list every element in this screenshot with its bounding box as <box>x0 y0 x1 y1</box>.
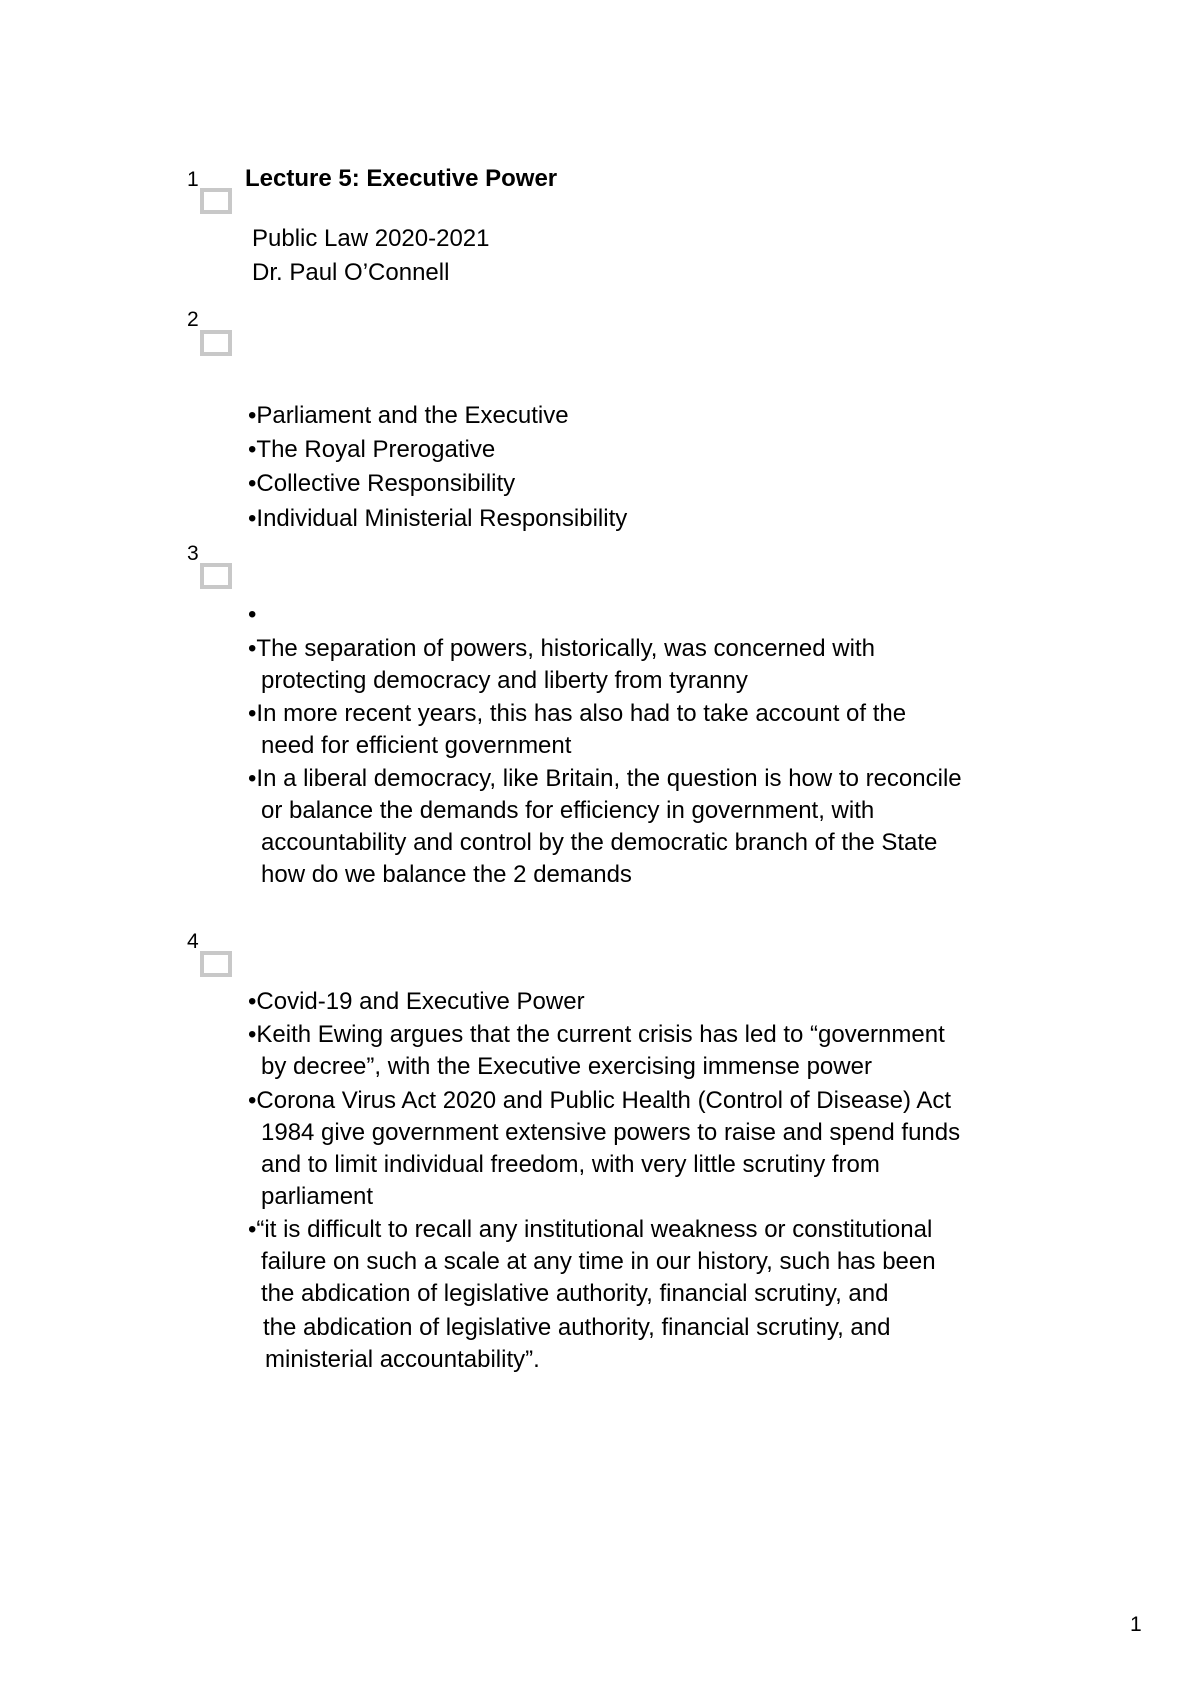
bullet-continuation: 1984 give government extensive powers to raise and spend funds <box>261 1119 961 1146</box>
slide-number: 2 <box>187 308 199 331</box>
bullet-line: •The separation of powers, historically, was concerned with <box>248 635 875 662</box>
bullet-line: •Covid-19 and Executive Power <box>248 988 585 1015</box>
bullet-continuation: failure on such a scale at any time in our history, such has been <box>261 1248 936 1275</box>
subtitle-line: Public Law 2020-2021 <box>252 225 490 252</box>
bullet-continuation: the abdication of legislative authority, financial scrutiny, and <box>261 1280 889 1307</box>
slide-number: 4 <box>187 930 199 953</box>
bullet-line: •Keith Ewing argues that the current crisis has led to “government <box>248 1021 945 1048</box>
author-line: Dr. Paul O’Connell <box>252 259 450 286</box>
bullet-continuation: or balance the demands for efficiency in government, with <box>261 797 875 824</box>
bullet-line: •In a liberal democracy, like Britain, the question is how to reconcile <box>248 765 962 792</box>
slide-thumbnail-icon <box>200 188 232 214</box>
bullet-continuation: ministerial accountability”. <box>265 1346 540 1373</box>
lecture-title: Lecture 5: Executive Power <box>245 165 558 192</box>
bullet-continuation: how do we balance the 2 demands <box>261 861 632 888</box>
bullet-line: •In more recent years, this has also had to take account of the <box>248 700 907 727</box>
bullet-continuation: by decree”, with the Executive exercising immense power <box>261 1053 872 1080</box>
bullet-continuation: parliament <box>261 1183 374 1210</box>
bullet-continuation: protecting democracy and liberty from tyranny <box>261 667 748 694</box>
bullet-continuation: need for efficient government <box>261 732 572 759</box>
bullet-line: • <box>248 601 257 628</box>
bullet-continuation: the abdication of legislative authority, financial scrutiny, and <box>263 1314 891 1341</box>
slide-number: 1 <box>187 168 199 191</box>
page-number: 1 <box>1130 1613 1142 1636</box>
bullet-line: •Individual Ministerial Responsibility <box>248 505 628 532</box>
bullet-line: •The Royal Prerogative <box>248 436 496 463</box>
bullet-line: •Parliament and the Executive <box>248 402 569 429</box>
bullet-continuation: and to limit individual freedom, with very little scrutiny from <box>261 1151 880 1178</box>
slide-thumbnail-icon <box>200 951 232 977</box>
slide-thumbnail-icon <box>200 330 232 356</box>
bullet-line: •Collective Responsibility <box>248 470 516 497</box>
bullet-line: •“it is difficult to recall any institutional weakness or constitutional <box>248 1216 933 1243</box>
slide-number: 3 <box>187 542 199 565</box>
bullet-continuation: accountability and control by the democratic branch of the State <box>261 829 938 856</box>
bullet-line: •Corona Virus Act 2020 and Public Health (Control of Disease) Act <box>248 1087 951 1114</box>
slide-thumbnail-icon <box>200 563 232 589</box>
